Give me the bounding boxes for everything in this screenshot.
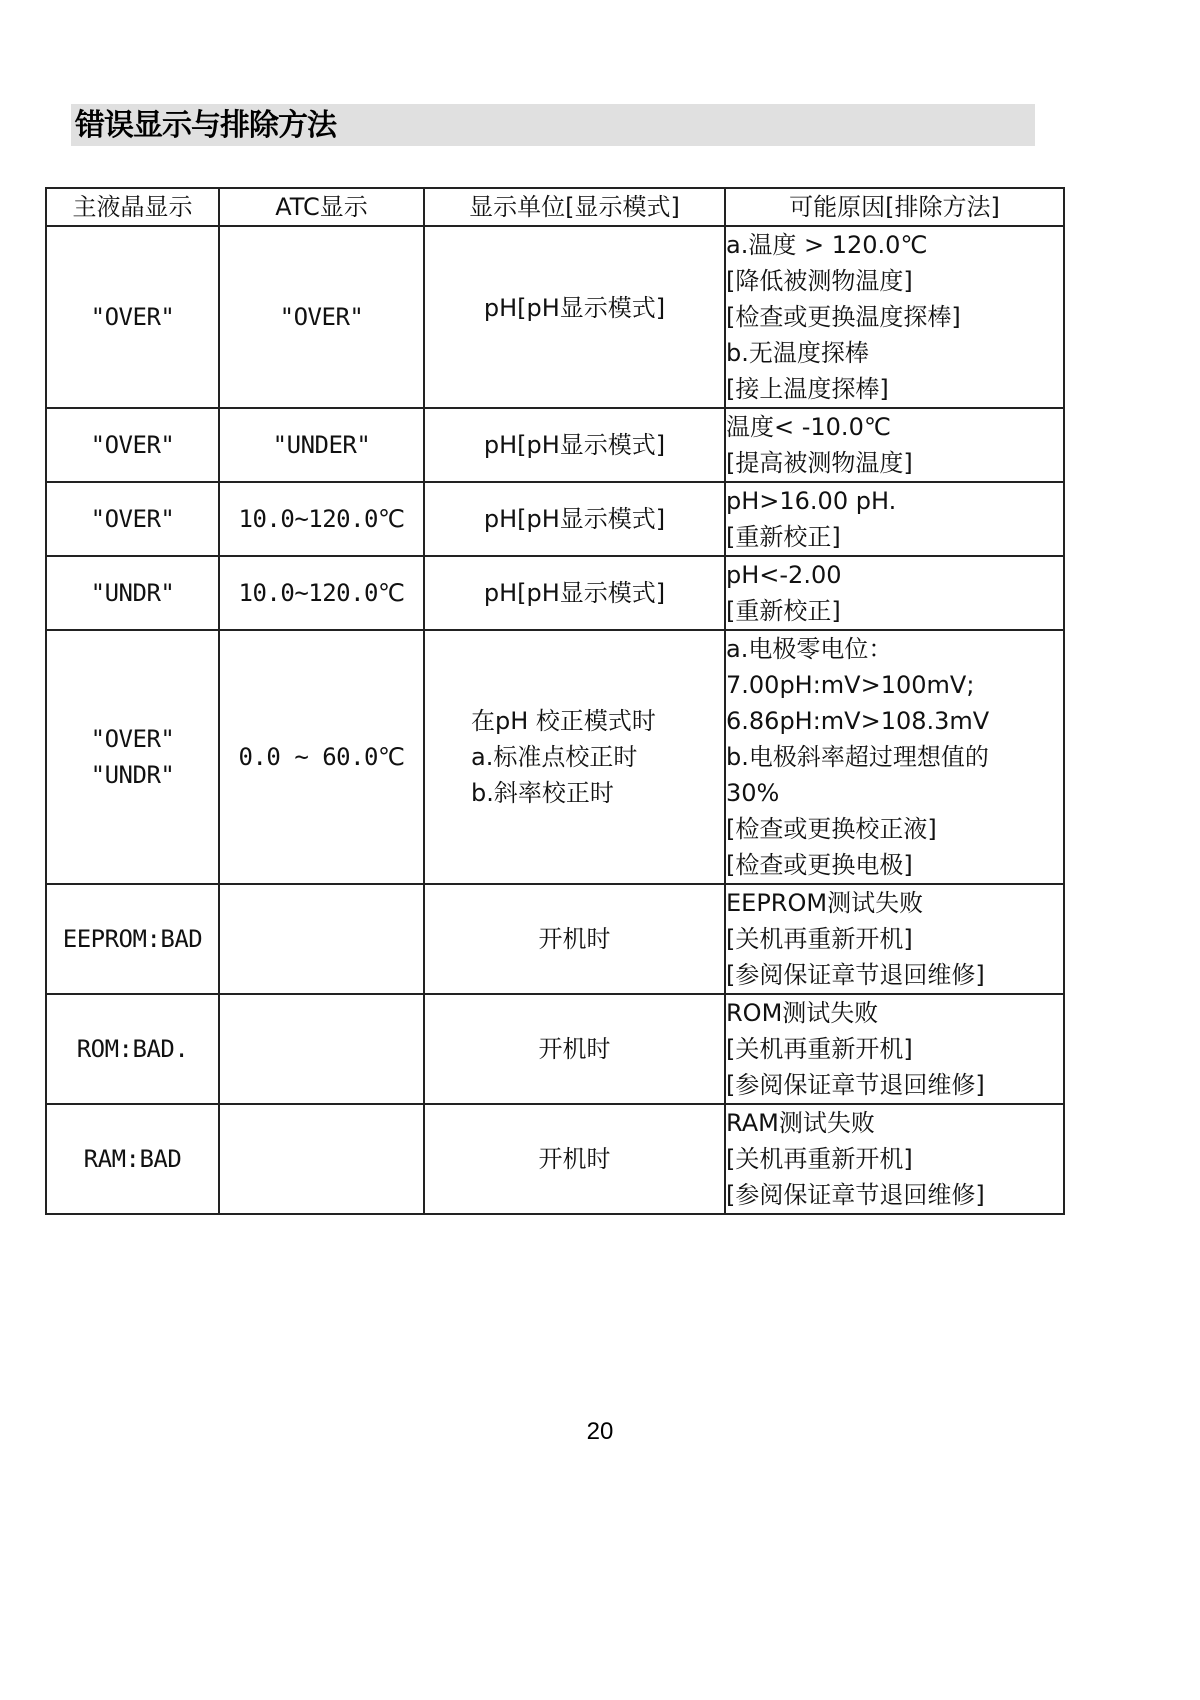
reason-line: [参阅保证章节退回维修] (726, 961, 985, 989)
unit-mode-value: pH[pH显示模式] (483, 431, 666, 459)
reason-cell (725, 482, 1064, 556)
table-row (46, 408, 1064, 482)
reason-cell (725, 630, 1064, 884)
section-title: 错误显示与排除方法 (75, 108, 336, 143)
unit-mode-cell (424, 994, 725, 1104)
unit-mode-cell (424, 630, 725, 884)
reason-cell (725, 884, 1064, 994)
reason-line: EEPROM测试失败 (726, 889, 924, 917)
reason-line: [关机再重新开机] (726, 925, 913, 953)
atc-cell: 10.0~120.0℃ (219, 556, 424, 630)
reason-line: a.电极零电位： (726, 635, 893, 663)
main-lcd-value: "UNDR" (90, 761, 175, 789)
unit-mode-cell (424, 226, 725, 408)
header-atc: ATC显示 (219, 188, 424, 226)
reason-line: [检查或更换电极] (726, 851, 913, 879)
reason-line: 7.00pH:mV>100mV; (726, 671, 975, 699)
main-lcd-cell (46, 884, 219, 994)
reason-line: b.电极斜率超过理想值的 (726, 743, 989, 771)
atc-cell (219, 1104, 424, 1214)
reason-line: [检查或更换校正液] (726, 815, 937, 843)
reason-line: [提高被测物温度] (726, 449, 913, 477)
main-lcd-value: EEPROM:BAD (62, 925, 203, 953)
atc-cell: "UNDER" (219, 408, 424, 482)
table-row (46, 994, 1064, 1104)
page-number: 20 (586, 1418, 614, 1445)
reason-line: [重新校正] (726, 523, 841, 551)
unit-mode-value: pH[pH显示模式] (483, 579, 666, 607)
reason-cell (725, 1104, 1064, 1214)
reason-line: ROM测试失败 (726, 999, 879, 1027)
unit-mode-cell (424, 556, 725, 630)
table-row (46, 1104, 1064, 1214)
unit-mode-cell (424, 1104, 725, 1214)
unit-mode-value: pH[pH显示模式] (483, 294, 666, 322)
unit-mode-value: 在pH 校正模式时 (471, 707, 656, 735)
reason-line: pH>16.00 pH. (726, 487, 897, 515)
main-lcd-value: RAM:BAD (83, 1145, 182, 1173)
reason-line: [参阅保证章节退回维修] (726, 1071, 985, 1099)
atc-cell: 0.0 ~ 60.0℃ (219, 630, 424, 884)
reason-cell (725, 226, 1064, 408)
main-lcd-cell (46, 556, 219, 630)
section-title-bar (71, 104, 1035, 146)
reason-line: [关机再重新开机] (726, 1145, 913, 1173)
atc-cell (219, 994, 424, 1104)
main-lcd-cell (46, 408, 219, 482)
unit-mode-cell (424, 408, 725, 482)
table-row (46, 556, 1064, 630)
main-lcd-value: "OVER" (90, 725, 175, 753)
reason-line: [重新校正] (726, 597, 841, 625)
unit-mode-cell (424, 884, 725, 994)
main-lcd-value: "OVER" (90, 431, 175, 459)
table-row (46, 482, 1064, 556)
reason-line: [检查或更换温度探棒] (726, 303, 961, 331)
reason-line: a.温度 > 120.0℃ (726, 231, 928, 259)
atc-cell: "OVER" (219, 226, 424, 408)
main-lcd-cell (46, 630, 219, 884)
table-header-row (46, 188, 1064, 226)
reason-line: [关机再重新开机] (726, 1035, 913, 1063)
reason-cell (725, 994, 1064, 1104)
header-reason: 可能原因[排除方法] (725, 188, 1064, 226)
reason-cell (725, 556, 1064, 630)
header-main-lcd: 主液晶显示 (46, 188, 219, 226)
main-lcd-value: ROM:BAD. (76, 1035, 189, 1063)
unit-mode-cell (424, 482, 725, 556)
reason-line: [参阅保证章节退回维修] (726, 1181, 985, 1209)
reason-line: 温度< -10.0℃ (726, 413, 891, 441)
unit-mode-value: 开机时 (538, 1145, 611, 1173)
reason-cell (725, 408, 1064, 482)
header-unit-mode: 显示单位[显示模式] (424, 188, 725, 226)
main-lcd-cell (46, 482, 219, 556)
unit-mode-value: b.斜率校正时 (471, 779, 614, 807)
unit-mode-value: 开机时 (538, 925, 611, 953)
main-lcd-value: "OVER" (90, 505, 175, 533)
table-row (46, 884, 1064, 994)
reason-line: [降低被测物温度] (726, 267, 913, 295)
reason-line: RAM测试失败 (726, 1109, 875, 1137)
main-lcd-cell (46, 994, 219, 1104)
reason-line: b.无温度探棒 (726, 339, 869, 367)
unit-mode-value: 开机时 (538, 1035, 611, 1063)
error-troubleshooting-table (45, 187, 1065, 1215)
reason-line: pH<-2.00 (726, 561, 842, 589)
main-lcd-cell (46, 1104, 219, 1214)
reason-line: [接上温度探棒] (726, 375, 889, 403)
table-row (46, 226, 1064, 408)
reason-line: 6.86pH:mV>108.3mV (726, 707, 990, 735)
atc-cell: 10.0~120.0℃ (219, 482, 424, 556)
unit-mode-value: a.标准点校正时 (471, 743, 638, 771)
reason-line: 30% (726, 779, 780, 807)
main-lcd-value: "UNDR" (90, 579, 175, 607)
main-lcd-cell (46, 226, 219, 408)
unit-mode-value: pH[pH显示模式] (483, 505, 666, 533)
table-row (46, 630, 1064, 884)
main-lcd-value: "OVER" (90, 303, 175, 331)
atc-cell (219, 884, 424, 994)
